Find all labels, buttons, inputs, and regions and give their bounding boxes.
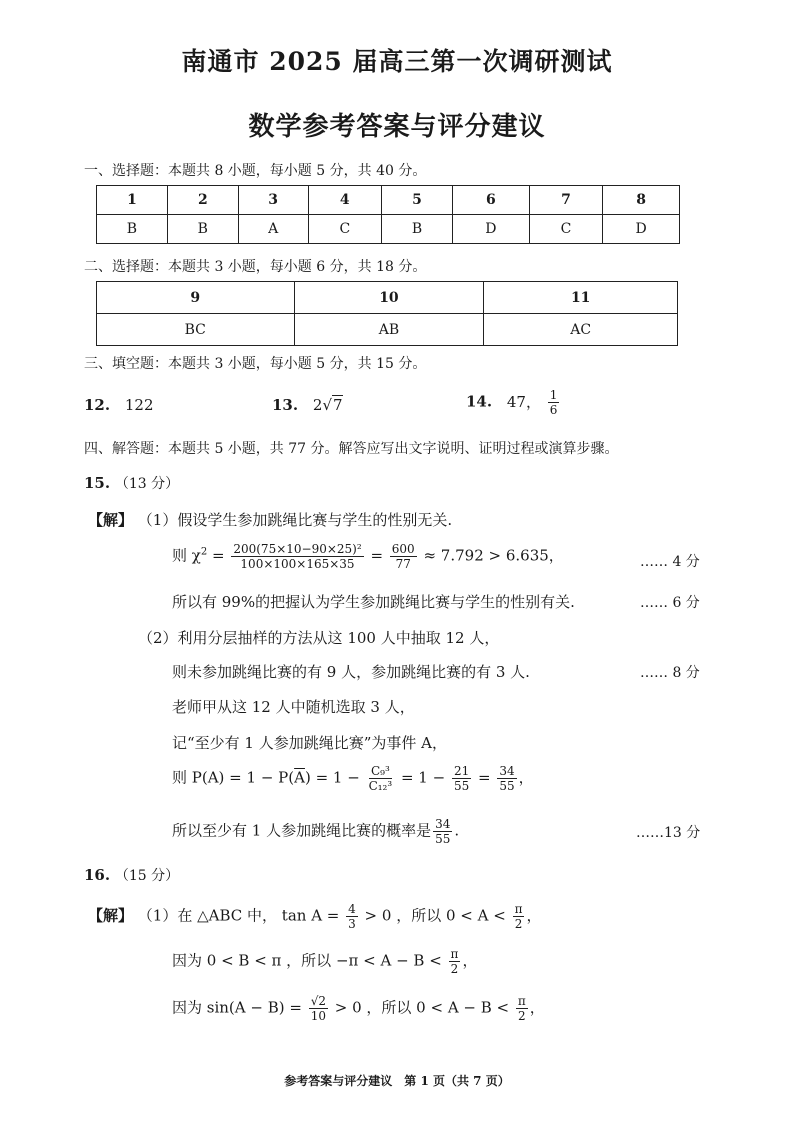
formula-text: 则 P(A) = 1 − P( — [172, 768, 295, 787]
formula-fraction — [346, 902, 358, 931]
section2-heading: 二、选择题：本题共 3 小题，每小题 6 分，共 18 分。 — [84, 259, 427, 275]
fraction-denominator: 55 — [453, 779, 470, 793]
formula-text: 因为 sin(A − B) = — [172, 998, 307, 1017]
q15-number: 15. — [84, 474, 111, 492]
fraction-denominator: C₁₂³ — [368, 779, 393, 793]
table-cell: 7 — [529, 186, 603, 215]
section4-heading: 四、解答题：本题共 5 小题，共 77 分。解答应写出文字说明、证明过程或演算步骤。 — [84, 441, 619, 457]
fraction-numerator: 34 — [499, 764, 515, 778]
table-cell: 3 — [238, 186, 308, 215]
fraction-numerator: 200(75×10−90×25)² — [233, 542, 362, 556]
formula-fraction — [367, 764, 395, 793]
q15-header — [84, 473, 179, 493]
q15-part2-line2: 则未参加跳绳比赛的有 9 人，参加跳绳比赛的有 3 人. — [172, 663, 530, 681]
fraction-numerator: C₉³ — [370, 764, 390, 778]
page-subtitle: 数学参考答案与评分建议 — [248, 112, 546, 142]
q15-part2-conclusion — [172, 817, 459, 846]
page-title: 南通市 2025 届高三第一次调研测试 — [181, 47, 613, 76]
score-marker: …… 6 分 — [640, 595, 700, 611]
table-cell: 6 — [452, 186, 529, 215]
fraction-numerator: 600 — [391, 542, 415, 556]
score-marker: …… 4 分 — [640, 554, 700, 570]
section1-answer-table — [96, 185, 680, 244]
q14-fraction — [548, 388, 560, 417]
table-cell: D — [452, 215, 529, 244]
fraction-numerator: 21 — [453, 764, 470, 778]
table-cell: 2 — [167, 186, 238, 215]
section2-answer-table — [96, 281, 678, 346]
sqrt-symbol: √ — [322, 396, 332, 414]
q12-answer — [84, 396, 154, 414]
table-row — [97, 186, 680, 215]
table-cell: A — [238, 215, 308, 244]
fraction-numerator: 34 — [435, 817, 451, 831]
fraction-denominator: 55 — [435, 832, 451, 846]
formula-text: （1）在 △ABC 中， tan A = — [137, 906, 345, 925]
table-cell: C — [308, 215, 382, 244]
page-footer: 参考答案与评分建议 第 1 页（共 7 页） — [284, 1074, 510, 1088]
fraction-denominator: 77 — [395, 557, 411, 571]
fraction-numerator: π — [450, 947, 459, 961]
formula-fraction — [390, 542, 417, 571]
fraction-numerator: 1 — [549, 388, 558, 402]
q13-radicand: 7 — [333, 396, 343, 414]
table-cell: 9 — [97, 282, 295, 314]
fraction-numerator: π — [514, 902, 523, 916]
table-cell: B — [167, 215, 238, 244]
score-marker: …… 8 分 — [640, 665, 700, 681]
q13-number: 13. — [272, 396, 299, 414]
table-cell: D — [603, 215, 680, 244]
fraction-denominator: 2 — [450, 962, 459, 976]
formula-text: > 0 ，所以 0 < A − B < — [329, 998, 514, 1017]
formula-fraction — [231, 542, 363, 571]
table-cell: BC — [97, 314, 295, 346]
q16-line1 — [88, 902, 541, 931]
formula-superscript: 2 — [200, 546, 208, 558]
fraction-denominator: 3 — [348, 917, 356, 931]
table-cell: 11 — [484, 282, 678, 314]
fraction-denominator: 100×100×165×35 — [240, 557, 355, 571]
table-cell: B — [97, 215, 168, 244]
formula-fraction — [309, 994, 328, 1023]
section3-heading: 三、填空题：本题共 3 小题，每小题 5 分，共 15 分。 — [84, 356, 427, 372]
formula-text: ) = 1 − — [304, 768, 365, 787]
table-row — [97, 282, 678, 314]
q15-part1-text: （1）假设学生参加跳绳比赛与学生的性别无关. — [137, 511, 453, 529]
formula-fraction — [449, 947, 461, 976]
fraction-denominator: 2 — [514, 917, 523, 931]
formula-fraction — [513, 902, 525, 931]
fraction-denominator: 10 — [310, 1009, 326, 1023]
q15-part2-line3: 老师甲从这 12 人中随机选取 3 人， — [172, 698, 415, 716]
fraction-numerator: √2 — [310, 994, 326, 1008]
formula-text: ， — [529, 998, 545, 1017]
fraction-numerator: 4 — [348, 902, 356, 916]
formula-fraction — [452, 764, 471, 793]
fraction-denominator: 55 — [499, 779, 515, 793]
formula-text: = — [207, 546, 230, 565]
table-cell: 4 — [308, 186, 382, 215]
formula-text: ， — [518, 768, 534, 787]
formula-text: = 1 − — [396, 768, 450, 787]
table-cell: AC — [484, 314, 678, 346]
q15-part1-conclusion: 所以有 99%的把握认为学生参加跳绳比赛与学生的性别有关. — [172, 593, 575, 611]
table-cell: 1 — [97, 186, 168, 215]
formula-text: ， — [526, 906, 542, 925]
table-cell: B — [382, 215, 453, 244]
q14-number: 14. — [466, 392, 493, 411]
section1-heading: 一、选择题：本题共 8 小题，每小题 5 分，共 40 分。 — [84, 163, 427, 179]
q13-answer — [272, 396, 343, 414]
q16-line3 — [172, 994, 545, 1023]
solution-tag: 【解】 — [88, 906, 134, 925]
q14-answer — [466, 388, 561, 417]
table-row — [97, 314, 678, 346]
q15-part2-line4: 记“至少有 1 人参加跳绳比赛”为事件 A， — [172, 734, 448, 752]
table-cell: C — [529, 215, 603, 244]
solution-tag: 【解】 — [88, 511, 134, 529]
q13-coef: 2 — [312, 396, 323, 414]
formula-fraction — [433, 817, 452, 846]
score-marker: ……13 分 — [636, 825, 701, 841]
fraction-denominator: 6 — [549, 403, 558, 417]
formula-text: > 0 ，所以 0 < A < — [359, 906, 511, 925]
formula-text: ≈ 7.792 > 6.635， — [418, 546, 564, 565]
conclusion-text: 所以至少有 1 人参加跳绳比赛的概率是 — [172, 821, 432, 840]
formula-text: ， — [462, 951, 478, 970]
formula-complement: $\overline{A}$ — [294, 768, 305, 787]
q16-line2 — [172, 947, 477, 976]
fraction-denominator: 2 — [518, 1009, 526, 1023]
q15-points: （13 分） — [114, 476, 180, 492]
q15-prob-formula — [172, 764, 534, 793]
table-row — [97, 215, 680, 244]
table-cell: AB — [294, 314, 484, 346]
formula-text: 则 χ — [172, 546, 201, 565]
formula-fraction — [497, 764, 516, 793]
q12-number: 12. — [84, 396, 111, 414]
q16-header — [84, 865, 179, 885]
formula-fraction — [516, 994, 528, 1023]
formula-text: = — [365, 546, 388, 565]
formula-text: . — [454, 821, 460, 840]
table-cell: 5 — [382, 186, 453, 215]
q15-part1-intro — [88, 509, 452, 530]
table-cell: 10 — [294, 282, 484, 314]
formula-text: = — [473, 768, 496, 787]
q16-points: （15 分） — [114, 868, 180, 884]
q12-value: 122 — [124, 396, 154, 414]
q16-number: 16. — [84, 866, 111, 884]
q15-part2-intro: （2）利用分层抽样的方法从这 100 人中抽取 12 人， — [138, 629, 500, 647]
q15-chi-formula — [172, 542, 564, 571]
fraction-numerator: π — [517, 994, 526, 1008]
formula-text: 因为 0 < B < π ，所以 −π < A − B < — [172, 951, 447, 970]
table-cell: 8 — [603, 186, 680, 215]
q14-value: 47， — [506, 392, 541, 411]
